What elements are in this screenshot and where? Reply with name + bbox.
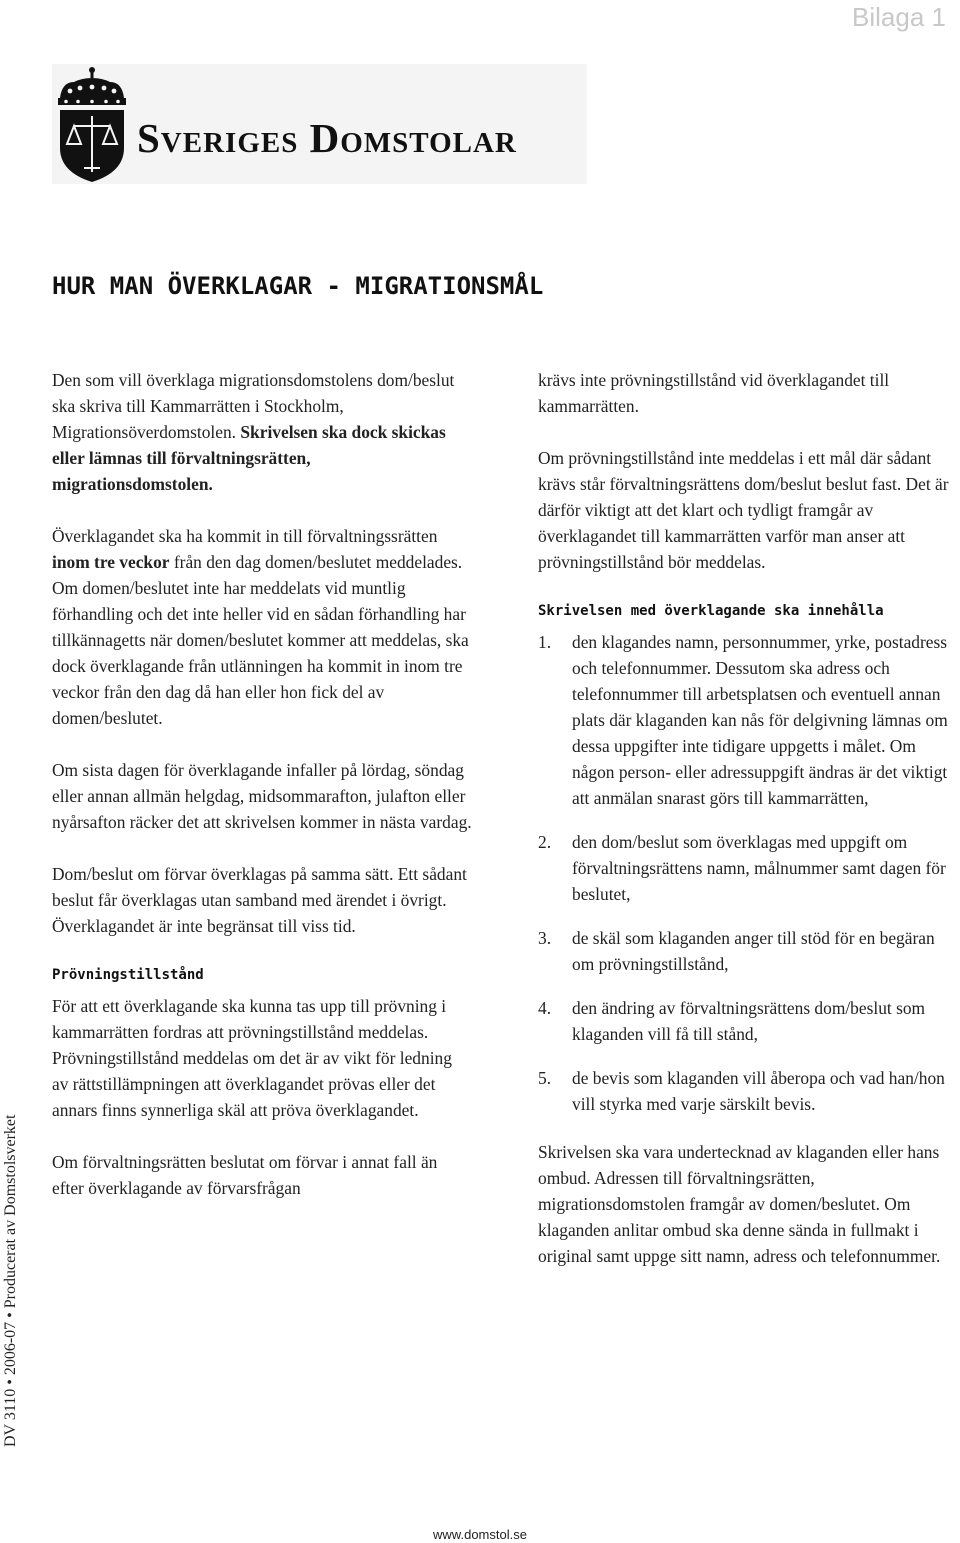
- detention-exception-paragraph: Om förvaltningsrätten beslutat om förvar i annat fall än efter överklagande av förvarsfrågan: [52, 1152, 438, 1198]
- section-heading-contents: Skrivelsen med överklagande ska innehålla: [538, 603, 884, 619]
- crown-shield-icon: [52, 64, 132, 184]
- leave-to-appeal-paragraph: För att ett överklagande ska kunna tas upp till prövning i kammarrätten fordras att prövningstillstånd meddelas. Prövningstillstånd meddelas om det är av vikt för ledning av rättstillämpningen att överklagandet prövas eller det annars finns synnerliga skäl att pröva överklagandet.: [52, 996, 452, 1120]
- logo-text: Sveriges Domstolar: [137, 115, 517, 161]
- intro-bold-text: Skrivelsen ska dock skickas eller lämnas till förvaltningsrätten, migrationsdomstolen.: [52, 422, 446, 494]
- detention-paragraph: Dom/beslut om förvar överklagas på samma sätt. Ett sådant beslut får överklagas utan samband med ärendet i övrigt. Överklagandet är inte begränsat till viss tid.: [52, 864, 467, 936]
- importance-paragraph: Om prövningstillstånd inte meddelas i ett mål där sådant krävs står förvaltningsrättens dom/beslut beslut fast. Det är därför viktigt att det klart och tydligt framgår av överklagandet till kammarrätten varför man anser att prövningstillstånd bör meddelas.: [538, 448, 949, 572]
- right-column: [538, 367, 958, 1295]
- continuation-paragraph: krävs inte prövningstillstånd vid överklagandet till kammarrätten.: [538, 370, 890, 416]
- logo: [52, 64, 587, 184]
- section-heading-provningstillstand: Prövningstillstånd: [52, 967, 204, 983]
- deadline-text-a: Överklagandet ska ha kommit in till förvaltningssrätten: [52, 526, 438, 546]
- deadline-bold-text: inom tre veckor: [52, 552, 170, 572]
- deadline-text-b: från den dag domen/beslutet meddelades. Om domen/beslutet inte har meddelats vid muntlig förhandling och det inte heller vid en sådan förhandling har tillkännagetts när domen/beslutet kommer att meddelas, ska dock överklagande från utlänningen ha kommit in inom tre veckor från den dag då han eller hon fick del av domen/beslutet.: [52, 552, 469, 728]
- list-item: 3. de skäl som klaganden anger till stöd för en begäran om prövningstillstånd,: [538, 928, 935, 974]
- left-column: [52, 367, 472, 1201]
- page-title: HUR MAN ÖVERKLAGAR - MIGRATIONSMÅL: [52, 272, 544, 300]
- signature-paragraph: Skrivelsen ska vara undertecknad av klaganden eller hans ombud. Adressen till förvaltningsrätten, migrationsdomstolen framgår av domen/beslutet. Om klaganden anlitar ombud ska denne sända in fullmakt i original samt uppge sitt namn, adress och telefonnummer.: [538, 1142, 941, 1266]
- intro-paragraph: [52, 367, 472, 497]
- intro-text: Den som vill överklaga migrationsdomstolens dom/beslut ska skriva till Kammarrätten i Stockholm, Migrationsöverdomstolen.: [52, 370, 455, 442]
- footer-url[interactable]: www.domstol.se: [433, 1527, 527, 1542]
- sidebar-production-note: DV 3110 • 2006-07 • Producerat av Domstolsverket: [2, 1114, 19, 1447]
- list-item: 5. de bevis som klaganden vill åberopa och vad han/hon vill styrka med varje särskilt bevis.: [538, 1068, 945, 1114]
- bilaga-label: Bilaga 1: [852, 2, 946, 32]
- contents-list: [538, 629, 958, 1117]
- deadline-paragraph: [52, 523, 472, 731]
- holiday-paragraph: Om sista dagen för överklagande infaller på lördag, söndag eller annan allmän helgdag, midsommarafton, julafton eller nyårsafton räcker det att skrivelsen kommer in nästa vardag.: [52, 760, 472, 832]
- list-item: 2. den dom/beslut som överklagas med uppgift om förvaltningsrättens namn, målnummer samt dagen för beslutet,: [538, 832, 946, 904]
- list-item: 4. den ändring av förvaltningsrättens dom/beslut som klaganden vill få till stånd,: [538, 998, 926, 1044]
- list-item: 1. den klagandes namn, personnummer, yrke, postadress och telefonnummer. Dessutom ska adress och telefonnummer till arbetsplatsen och eventuell annan plats där klaganden kan nås för delgivning lämnas om dessa uppgifter inte tidigare uppgetts i målet. Om någon person- eller adressuppgift ändras är det viktigt att anmälan snarast görs till kammarrätten,: [538, 632, 948, 808]
